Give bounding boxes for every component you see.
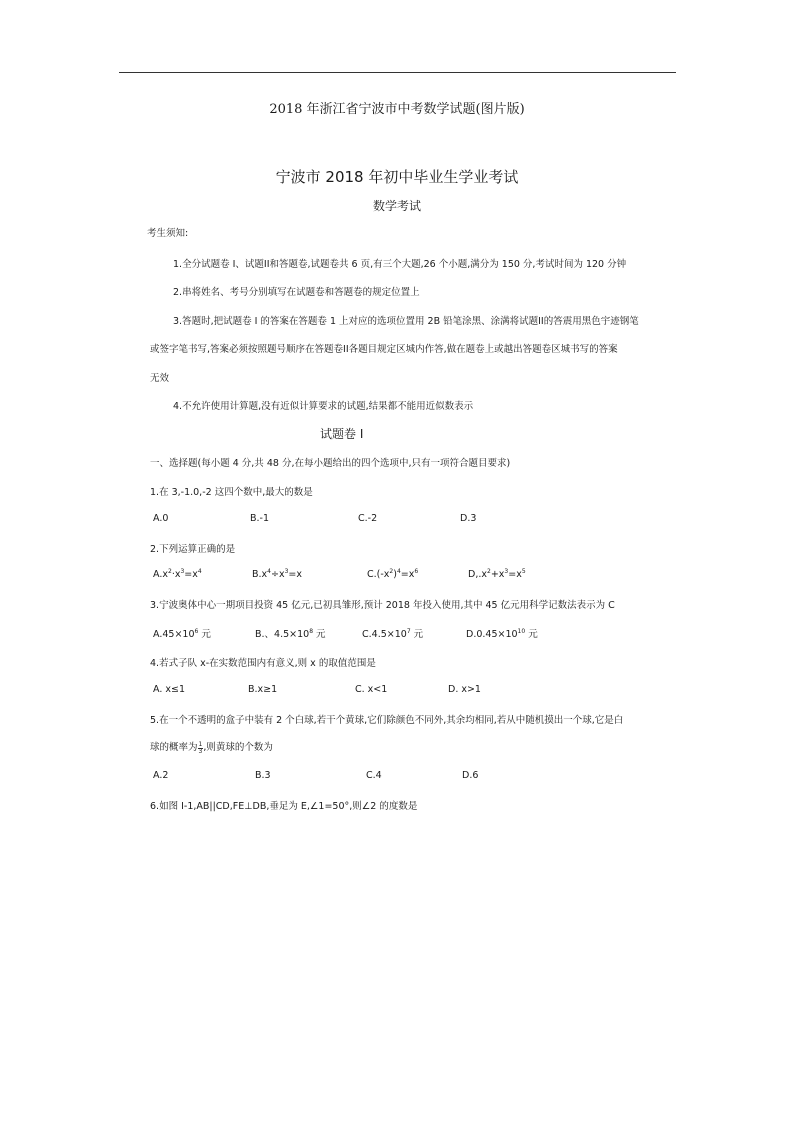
question-3-option-b: B.、$4.5\times 10^8$ 元 <box>255 628 326 640</box>
question-2-option-a: $A.x^2\cdot x^3=x^4$ <box>153 568 202 580</box>
question-4-option-b: B.x≥1 <box>248 684 278 695</box>
notice-item: 1.全分试题卷 I、试题II和答题卷,试题卷共 6 页,有三个大题,26 个小题,满分为 150 分,考试时间为 120 分钟 <box>173 259 627 270</box>
notice-item: 3.答题时,把试题卷 I 的答案在答题卷 1 上对应的选项位置用 2B 铅笔涂黑、涂满将试题II的答震用黑色宇迹钢笔 <box>173 316 639 327</box>
question-1-option-d: D.3 <box>460 513 477 524</box>
question-4-option-c: C. x<1 <box>355 684 388 695</box>
question-2-option-b: $B.x^4\div x^3=x$ <box>252 568 303 580</box>
question-5-stem-line-1: 5.在一个不透明的盒子中装有 2 个白球,若干个黄球,它们除颜色不同外,其余均相同,若从中随机摸出一个球,它是白 <box>150 715 624 726</box>
question-3-stem: 3.宁波奥体中心一期项目投资 45 亿元,已初具雏形,预计 2018 年投入使用,其中 45 亿元用科学记数法表示为 C <box>150 600 615 611</box>
fraction: $\frac{1}{3}$ <box>198 741 203 755</box>
exam-title: 宁波市 2018 年初中毕业生学业考试 <box>275 168 519 186</box>
question-3-option-d: $D.0.45\times 10^{10}$ 元 <box>466 628 538 640</box>
question-5-option-c: C.4 <box>366 770 382 781</box>
question-3-option-a: $A.45\times 10^6$ 元 <box>153 628 211 640</box>
notice-item: 2.串将姓名、考号分别填写在试题卷和答题卷的规定位置上 <box>173 287 420 298</box>
question-4-option-d: D. x>1 <box>448 684 481 695</box>
notice-item: 无效 <box>150 373 170 384</box>
question-5-option-b: B.3 <box>255 770 271 781</box>
question-2-option-d: $D,.x^2+x^3=x^5$ <box>468 568 526 580</box>
question-1-option-b: B.-1 <box>250 513 270 524</box>
question-6-stem: 6.如图 I-1,AB||CD,FE⊥DB,垂足为 E,∠1=50°,则∠2 的度数是 <box>150 801 418 812</box>
notice-heading: 考生须知: <box>147 228 189 239</box>
question-5-option-d: D.6 <box>462 770 479 781</box>
question-4-option-a: A. x≤1 <box>153 684 185 695</box>
notice-item: 4.不允许使用计算题,没有近似计算要求的试题,结果都不能用近似数表示 <box>173 401 474 412</box>
question-1-option-a: A.0 <box>153 513 169 524</box>
notice-item: 或签字笔书写,答案必须按照题号顺序在答题卷II各题目规定区城内作答,做在题卷上或越出答题卷区城书写的答案 <box>150 344 618 355</box>
question-4-stem: 4.若式子队 x-在实数范围内有意义,则 x 的取值范围是 <box>150 658 376 669</box>
part-instructions: 一、选择题(每小题 4 分,共 48 分,在每小题给出的四个选项中,只有一项符合题目要求) <box>150 458 511 469</box>
question-5-option-a: A.2 <box>153 770 169 781</box>
question-2-stem: 2.下列运算正确的是 <box>150 544 236 555</box>
question-1-stem: 1.在 3,-1.0,-2 这四个数中,最大的数是 <box>150 487 313 498</box>
section-title: 试题卷 I <box>320 427 364 441</box>
document-title: 2018 年浙江省宁波市中考数学试题(图片版) <box>269 102 525 117</box>
exam-subtitle: 数学考试 <box>372 199 421 213</box>
question-1-option-c: C.-2 <box>358 513 378 524</box>
question-2-option-c: $C.(-x^2)^4=x^6$ <box>367 568 419 580</box>
question-5-stem-line-2: 球的概率为 $\frac{1}{3}$ ,则黄球的个数为 <box>150 741 273 755</box>
question-3-option-c: $C.4.5\times 10^7$ 元 <box>362 628 424 640</box>
top-rule <box>119 72 676 73</box>
